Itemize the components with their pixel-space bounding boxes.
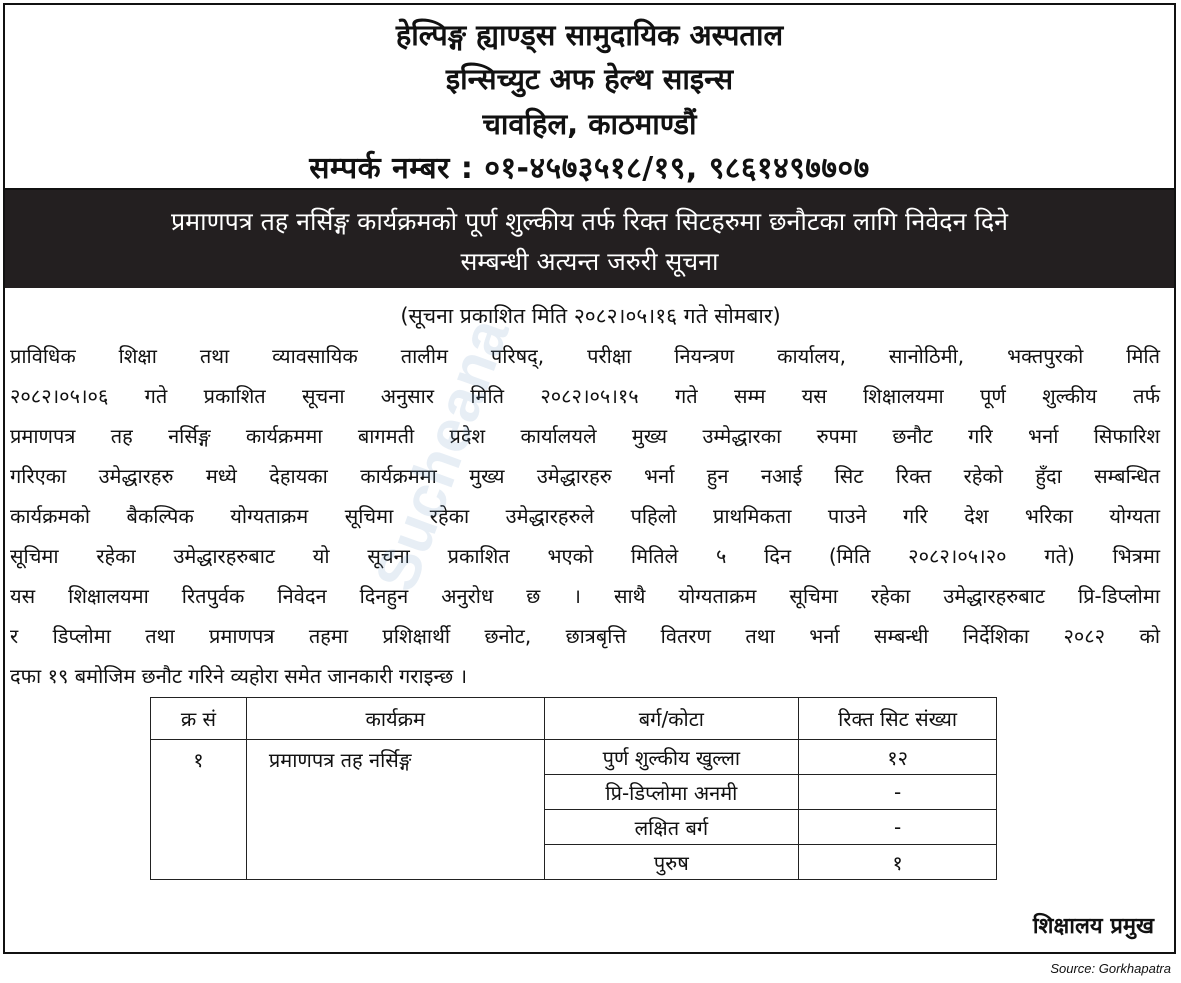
body-line: प्राविधिक शिक्षा तथा व्यावसायिक तालीम परिषद्, परीक्षा नियन्त्रण कार्यालय, सानोठिमी, भक्तपुरको मिति [10,344,1160,368]
body-line: प्रमाणपत्र तह नर्सिङ्ग कार्यक्रममा बागमती प्रदेश कार्यालयले मुख्य उम्मेद्धारका रुपमा छनौट गरि भर्ना सिफारिश [10,424,1160,448]
notice-title-line-2: सम्बन्धी अत्यन्त जरुरी सूचना [460,247,719,276]
source-credit: Source: Gorkhapatra [1050,961,1171,976]
col-category-header: बर्ग/कोटा [544,698,799,740]
table-header-row [151,698,997,740]
watermark: Sucheana [361,309,522,600]
body-line: गरिएका उमेद्धारहरु मध्ये देहायका कार्यक्रममा मुख्य उमेद्धारहरु भर्ना हुन नआई सिट रिक्त रहेको हुँदा सम्बन्धित [10,464,1160,488]
category-cell: पुरुष [544,845,799,880]
table-row [151,740,997,775]
category-cell: पुर्ण शुल्कीय खुल्ला [544,740,799,775]
body-line: सूचिमा रहेका उमेद्धारहरुबाट यो सूचना प्रकाशित भएको मितिले ५ दिन (मिति २०८२।०५।२० गते) भित्रमा [10,544,1160,568]
body-line: कार्यक्रमको बैकल्पिक योग्यताक्रम सूचिमा रहेका उमेद्धारहरुले पहिलो प्राथमिकता पाउने गरि देश भरिका योग्यता [10,504,1160,528]
institute-name: इन्सिच्युट अफ हेल्थ साइन्स [445,62,734,96]
notice-header [5,5,1174,190]
seats-cell: - [799,810,997,845]
address: चावहिल, काठमाण्डौं [482,107,697,141]
seats-cell: १ [799,845,997,880]
seats-cell: १२ [799,740,997,775]
body-line: र डिप्लोमा तथा प्रमाणपत्र तहमा प्रशिक्षार्थी छनोट, छात्रबृत्ति वितरण तथा भर्ना सम्बन्धी निर्देशिका २०८२ को [10,624,1160,648]
serial-cell: १ [151,740,247,880]
notice-title-banner [5,190,1174,288]
vacant-seats-table [150,697,997,880]
col-program-header: कार्यक्रम [246,698,544,740]
body-line: यस शिक्षालयमा रितपुर्वक निवेदन दिनहुन अनुरोध छ । साथै योग्यताक्रम सूचिमा रहेका उमेद्धारहरुबाट प्रि-डिप्लोमा [10,584,1160,608]
published-date: (सूचना प्रकाशित मिति २०८२।०५।१६ गते सोमबार) [400,304,781,328]
body-line: दफा १९ बमोजिम छनौट गरिने व्यहोरा समेत जानकारी गराइन्छ । [10,664,468,688]
col-serial-header: क्र सं [151,698,247,740]
body-line: २०८२।०५।०६ गते प्रकाशित सूचना अनुसार मिति २०८२।०५।१५ गते सम्म यस शिक्षालयमा पूर्ण शुल्कीय तर्फ [10,384,1160,408]
signatory: शिक्षालय प्रमुख [1032,914,1154,939]
notice-title-line-1: प्रमाणपत्र तह नर्सिङ्ग कार्यक्रमको पूर्ण शुल्कीय तर्फ रिक्त सिटहरुमा छनौटका लागि निवेदन दिने [170,207,1009,236]
hospital-name: हेल्पिङ्ग ह्याण्ड्स सामुदायिक अस्पताल [395,18,784,52]
seats-cell: - [799,775,997,810]
col-seats-header: रिक्त सिट संख्या [799,698,997,740]
category-cell: लक्षित बर्ग [544,810,799,845]
contact-number: सम्पर्क नम्बर : ०१-४५७३५१८/१९, ९८६१४९७७०७ [309,151,870,186]
category-cell: प्रि-डिप्लोमा अनमी [544,775,799,810]
program-cell: प्रमाणपत्र तह नर्सिङ्ग [246,740,544,880]
